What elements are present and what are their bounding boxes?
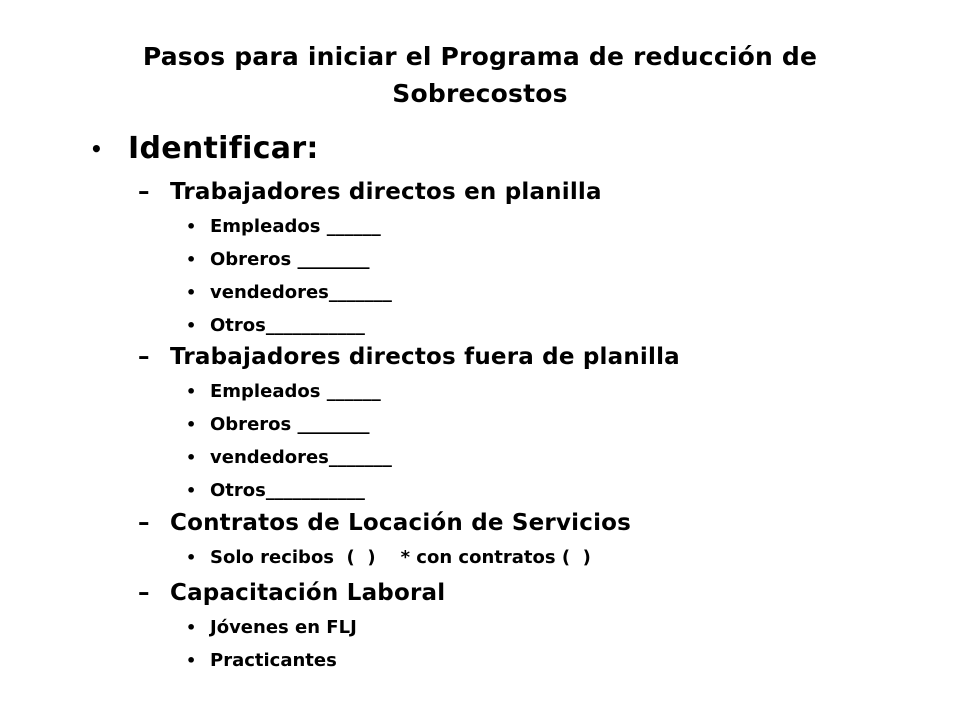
section-heading: [138, 175, 602, 209]
bullet-icon: •: [186, 249, 197, 269]
bullet-icon: •: [186, 414, 197, 434]
section-heading: [138, 576, 445, 610]
list-item: [186, 378, 381, 404]
section-heading-label: Trabajadores directos fuera de planilla: [170, 344, 680, 370]
dash-icon: –: [138, 344, 150, 370]
bullet-icon: •: [186, 617, 197, 637]
list-item: [186, 411, 370, 437]
bullet-icon: •: [186, 315, 197, 335]
bullet-icon: •: [186, 381, 197, 401]
slide-title-line-2: Sobrecostos: [392, 79, 568, 108]
bullet-icon: •: [186, 282, 197, 302]
section-heading: [138, 340, 680, 374]
section-heading-label: Capacitación Laboral: [170, 580, 446, 606]
slide-title: [60, 38, 900, 112]
list-item-label: Jóvenes en FLJ: [210, 616, 357, 638]
main-bullet-item: [90, 131, 319, 166]
list-item: [186, 312, 365, 338]
dash-icon: –: [138, 179, 150, 205]
list-item: [186, 477, 365, 503]
list-item: [186, 279, 392, 305]
dash-icon: –: [138, 510, 150, 536]
list-item-label: Solo recibos ( ) * con contratos ( ): [210, 546, 591, 568]
list-item-label: Empleados ______: [210, 215, 381, 237]
bullet-icon: •: [186, 650, 197, 670]
list-item: [186, 213, 381, 239]
list-item: [186, 444, 392, 470]
slide-title-line-1: Pasos para iniciar el Programa de reducción de: [142, 42, 818, 71]
section-heading: [138, 506, 631, 540]
bullet-icon: •: [186, 547, 197, 567]
bullet-icon: •: [186, 447, 197, 467]
list-item: [186, 544, 591, 570]
list-item-label: Otros___________: [210, 314, 365, 336]
list-item-label: Obreros ________: [210, 413, 370, 435]
list-item-label: Obreros ________: [210, 248, 370, 270]
list-item-label: vendedores_______: [210, 446, 392, 468]
bullet-icon: •: [186, 480, 197, 500]
section-heading-label: Trabajadores directos en planilla: [170, 179, 602, 205]
bullet-icon: •: [90, 136, 103, 161]
main-bullet-label: Identificar:: [128, 131, 319, 166]
list-item-label: Otros___________: [210, 479, 365, 501]
dash-icon: –: [138, 580, 150, 606]
list-item-label: Empleados ______: [210, 380, 381, 402]
list-item: [186, 614, 357, 640]
list-item-label: vendedores_______: [210, 281, 392, 303]
list-item-label: Practicantes: [210, 649, 337, 671]
list-item: [186, 246, 370, 272]
section-heading-label: Contratos de Locación de Servicios: [170, 510, 632, 536]
list-item: [186, 647, 337, 673]
bullet-icon: •: [186, 216, 197, 236]
